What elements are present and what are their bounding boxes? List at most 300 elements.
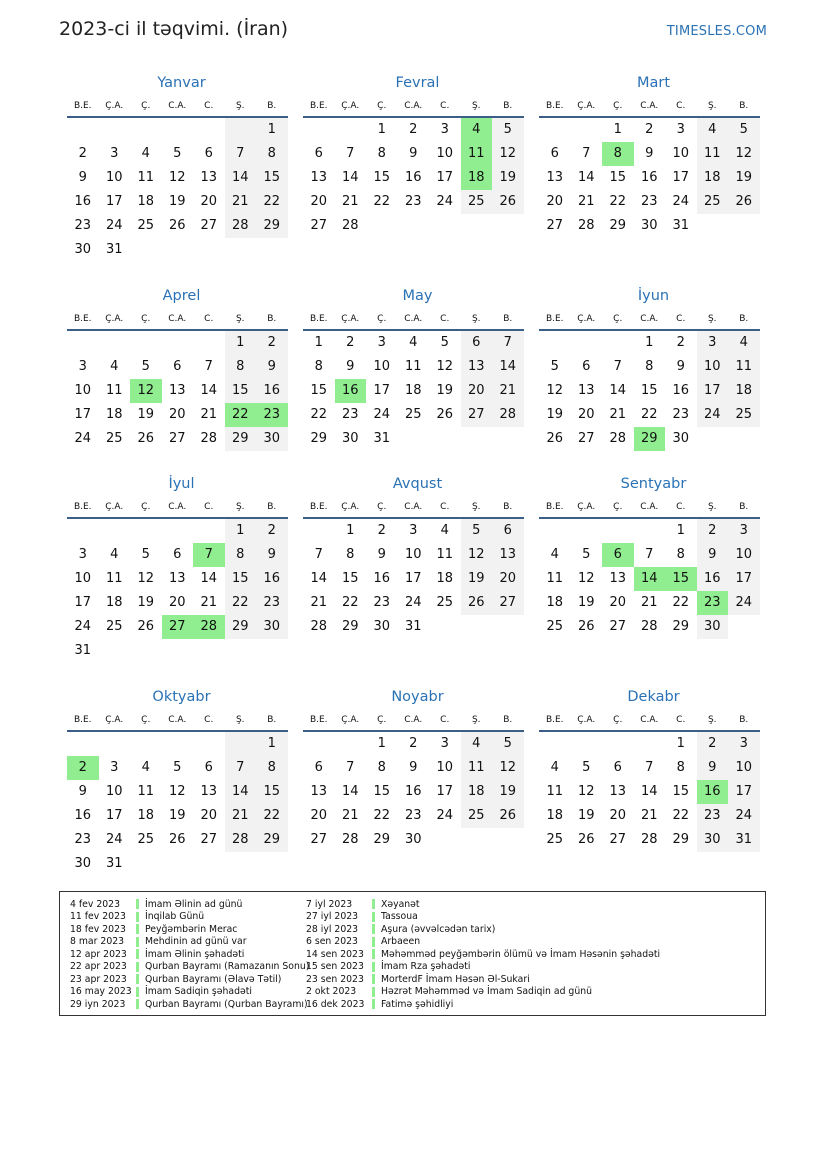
empty-day-cell — [303, 118, 335, 142]
day-cell: 13 — [168, 571, 186, 586]
day-cell: 25 — [105, 619, 123, 634]
day-cell: 18 — [404, 383, 422, 398]
legend-holiday-name: Qurban Bayramı (Qurban Bayramı) — [145, 998, 308, 1010]
day-cell: 28 — [341, 832, 359, 847]
weekday-label: Ç.A. — [341, 715, 360, 725]
day-cell: 28 — [640, 832, 658, 847]
day-cell: 7 — [582, 146, 591, 161]
day-cell: 6 — [492, 519, 524, 543]
day-cell: 30 — [697, 615, 729, 639]
legend-row — [296, 948, 660, 961]
day-cell: 24 — [373, 407, 391, 422]
day-cell: 31 — [105, 856, 123, 871]
weekday-header — [303, 307, 524, 331]
weekday-label: Ç.A. — [577, 314, 596, 324]
day-cell: 22 — [310, 407, 328, 422]
empty-day-cell — [492, 427, 524, 451]
day-cell: 1 — [676, 523, 685, 538]
day-cell: 9 — [256, 355, 288, 379]
holiday-color-swatch — [372, 999, 375, 1009]
week-row — [303, 591, 524, 615]
day-cell: 29 — [310, 431, 328, 446]
day-cell: 8 — [256, 142, 288, 166]
empty-day-cell — [225, 118, 257, 142]
day-cell: 27 — [168, 431, 186, 446]
legend-holiday-name: İmam Rza şəhadəti — [381, 961, 471, 973]
weekday-label: B. — [267, 502, 277, 512]
legend-column-left — [60, 898, 309, 1011]
legend-holiday-name: Məhəmməd peyğəmbərin ölümü və İmam Həsənin şəhadəti — [381, 948, 661, 960]
brand-link[interactable]: TIMESLES.COM — [666, 24, 767, 39]
empty-day-cell — [539, 118, 571, 142]
day-cell: 2 — [676, 335, 685, 350]
weekday-header — [539, 94, 760, 118]
weekday-label: Ş. — [471, 715, 481, 725]
day-cell: 5 — [582, 760, 591, 775]
empty-day-cell — [130, 238, 162, 262]
weekday-label: C.A. — [168, 101, 187, 111]
weekday-label: B.E. — [545, 101, 564, 111]
day-cell: 17 — [373, 383, 391, 398]
day-cell: 25 — [461, 804, 493, 828]
empty-day-cell — [193, 639, 225, 663]
day-cell: 27 — [577, 431, 595, 446]
weekday-label: C. — [676, 715, 686, 725]
weekday-label: Ş. — [707, 101, 717, 111]
empty-day-cell — [193, 519, 225, 543]
day-cell: 25 — [404, 407, 422, 422]
legend-date: 2 okt 2023 — [306, 986, 357, 998]
day-cell: 28 — [225, 214, 257, 238]
legend-row — [296, 936, 660, 949]
day-cell: 28 — [341, 218, 359, 233]
day-cell: 9 — [676, 359, 685, 374]
week-row — [303, 331, 524, 355]
month-name: İyul — [168, 476, 195, 492]
day-cell: 26 — [492, 804, 524, 828]
day-cell: 13 — [546, 170, 564, 185]
day-cell: 23 — [373, 595, 391, 610]
weekday-label: C.A. — [640, 101, 659, 111]
weekday-header — [303, 495, 524, 519]
holiday-day-cell: 23 — [256, 403, 288, 427]
weekday-label: Ç. — [141, 502, 151, 512]
weekday-header — [303, 94, 524, 118]
empty-day-cell — [193, 238, 225, 262]
legend-date: 16 may 2023 — [70, 986, 132, 998]
day-cell: 14 — [341, 170, 359, 185]
weekday-label: B.E. — [309, 101, 328, 111]
day-cell: 20 — [577, 407, 595, 422]
day-cell: 30 — [697, 828, 729, 852]
legend-date: 14 sen 2023 — [306, 948, 364, 960]
day-cell: 26 — [728, 190, 760, 214]
day-cell: 12 — [137, 571, 155, 586]
day-cell: 15 — [640, 383, 658, 398]
day-cell: 3 — [110, 146, 119, 161]
day-cell: 5 — [728, 118, 760, 142]
day-cell: 19 — [436, 383, 454, 398]
day-cell: 4 — [110, 547, 119, 562]
page-title: 2023-ci il təqvimi. (İran) — [59, 18, 289, 40]
holiday-color-swatch — [372, 974, 375, 984]
day-cell: 1 — [377, 736, 386, 751]
day-cell: 22 — [609, 194, 627, 209]
day-cell: 25 — [137, 218, 155, 233]
weekday-label: B. — [739, 314, 749, 324]
weekday-label: Ç. — [613, 314, 623, 324]
weekday-label: C.A. — [640, 314, 659, 324]
empty-day-cell — [461, 427, 493, 451]
day-cell: 9 — [256, 543, 288, 567]
empty-day-cell — [571, 732, 603, 756]
holiday-day-cell: 27 — [162, 615, 194, 639]
weekday-label: B.E. — [73, 101, 92, 111]
holiday-day-cell: 16 — [335, 379, 367, 403]
weekday-label: B. — [267, 314, 277, 324]
weekday-label: C. — [676, 101, 686, 111]
empty-day-cell — [99, 118, 131, 142]
weekday-label: Ş. — [235, 715, 245, 725]
holiday-color-swatch — [136, 937, 139, 947]
legend-row — [60, 961, 309, 974]
empty-day-cell — [697, 214, 729, 238]
empty-day-cell — [728, 214, 760, 238]
empty-day-cell — [225, 639, 257, 663]
day-cell: 1 — [346, 523, 355, 538]
week-row — [539, 427, 760, 451]
weekday-label: C. — [204, 314, 214, 324]
empty-day-cell — [728, 427, 760, 451]
day-cell: 24 — [697, 403, 729, 427]
empty-day-cell — [256, 852, 288, 876]
week-row — [67, 118, 288, 142]
holiday-color-swatch — [136, 912, 139, 922]
day-cell: 19 — [577, 808, 595, 823]
day-cell: 19 — [137, 595, 155, 610]
weekday-label: B.E. — [73, 502, 92, 512]
day-cell: 1 — [225, 331, 257, 355]
empty-day-cell — [99, 331, 131, 355]
empty-day-cell — [539, 519, 571, 543]
legend-date: 22 apr 2023 — [70, 961, 127, 973]
empty-day-cell — [398, 427, 430, 451]
day-cell: 15 — [256, 780, 288, 804]
day-cell: 5 — [141, 359, 150, 374]
weekday-label: C.A. — [404, 101, 423, 111]
weekday-label: B. — [503, 314, 513, 324]
weekday-label: Ç.A. — [577, 502, 596, 512]
day-cell: 21 — [200, 407, 218, 422]
legend-date: 7 iyl 2023 — [306, 898, 353, 910]
day-cell: 5 — [173, 760, 182, 775]
day-cell: 14 — [310, 571, 328, 586]
day-cell: 7 — [645, 547, 654, 562]
month-name: Noyabr — [391, 689, 444, 705]
day-cell: 21 — [225, 190, 257, 214]
day-cell: 20 — [168, 407, 186, 422]
holiday-day-cell: 6 — [602, 543, 634, 567]
legend-row — [60, 948, 309, 961]
week-row — [303, 519, 524, 543]
day-cell: 15 — [310, 383, 328, 398]
day-cell: 2 — [697, 519, 729, 543]
day-cell: 15 — [373, 784, 391, 799]
empty-day-cell — [256, 238, 288, 262]
holiday-day-cell: 29 — [634, 427, 666, 451]
day-cell: 10 — [728, 756, 760, 780]
week-row — [67, 732, 288, 756]
month-may — [303, 285, 524, 451]
day-cell: 6 — [582, 359, 591, 374]
empty-day-cell — [162, 331, 194, 355]
day-cell: 22 — [373, 808, 391, 823]
day-cell: 8 — [314, 359, 323, 374]
holiday-day-cell: 16 — [697, 780, 729, 804]
day-cell: 14 — [200, 383, 218, 398]
holiday-color-swatch — [372, 962, 375, 972]
legend-date: 6 sen 2023 — [306, 936, 358, 948]
day-cell: 6 — [204, 146, 213, 161]
day-cell: 23 — [672, 407, 690, 422]
day-cell: 28 — [310, 619, 328, 634]
legend-row — [60, 923, 309, 936]
day-cell: 10 — [728, 543, 760, 567]
day-cell: 15 — [225, 379, 257, 403]
day-cell: 26 — [436, 407, 454, 422]
day-cell: 2 — [377, 523, 386, 538]
day-cell: 19 — [577, 595, 595, 610]
day-cell: 29 — [256, 214, 288, 238]
day-cell: 9 — [78, 170, 87, 185]
day-cell: 20 — [609, 808, 627, 823]
empty-day-cell — [539, 331, 571, 355]
week-row — [303, 780, 524, 804]
day-cell: 14 — [225, 166, 257, 190]
weekday-label: Ç.A. — [105, 502, 124, 512]
day-cell: 5 — [550, 359, 559, 374]
day-cell: 11 — [697, 142, 729, 166]
day-cell: 22 — [256, 804, 288, 828]
legend-holiday-name: Qurban Bayramı (Əlavə Tətil) — [145, 973, 282, 985]
empty-day-cell — [634, 519, 666, 543]
day-cell: 11 — [137, 784, 155, 799]
legend-date: 29 iyn 2023 — [70, 998, 126, 1010]
day-cell: 8 — [676, 760, 685, 775]
month-name: Aprel — [162, 288, 201, 304]
day-cell: 3 — [78, 547, 87, 562]
day-cell: 27 — [200, 218, 218, 233]
day-cell: 14 — [640, 784, 658, 799]
day-cell: 13 — [168, 383, 186, 398]
day-cell: 30 — [404, 832, 422, 847]
day-cell: 1 — [256, 118, 288, 142]
empty-day-cell — [162, 732, 194, 756]
holiday-color-swatch — [372, 912, 375, 922]
day-cell: 3 — [697, 331, 729, 355]
day-cell: 20 — [168, 595, 186, 610]
week-row — [67, 615, 288, 639]
empty-day-cell — [225, 238, 257, 262]
day-cell: 10 — [672, 146, 690, 161]
day-cell: 12 — [492, 142, 524, 166]
day-cell: 23 — [341, 407, 359, 422]
week-row — [539, 403, 760, 427]
day-cell: 3 — [377, 335, 386, 350]
day-cell: 11 — [105, 383, 123, 398]
day-cell: 27 — [609, 619, 627, 634]
empty-day-cell — [130, 639, 162, 663]
week-row — [303, 567, 524, 591]
day-cell: 18 — [461, 780, 493, 804]
legend-row — [296, 973, 660, 986]
day-cell: 12 — [577, 784, 595, 799]
weekday-label: C.A. — [168, 314, 187, 324]
month-fevral — [303, 72, 524, 238]
day-cell: 23 — [74, 832, 92, 847]
week-row — [539, 118, 760, 142]
day-cell: 6 — [550, 146, 559, 161]
day-cell: 3 — [728, 732, 760, 756]
weekday-label: Ş. — [235, 101, 245, 111]
weekday-label: C. — [204, 101, 214, 111]
week-row — [539, 567, 760, 591]
day-cell: 20 — [492, 567, 524, 591]
weekday-label: C.A. — [168, 502, 187, 512]
empty-day-cell — [193, 331, 225, 355]
month-dekabr — [539, 686, 760, 852]
day-cell: 20 — [200, 808, 218, 823]
day-cell: 27 — [461, 403, 493, 427]
weekday-label: C. — [204, 715, 214, 725]
day-cell: 21 — [225, 804, 257, 828]
day-cell: 26 — [492, 190, 524, 214]
week-row — [67, 756, 288, 780]
empty-day-cell — [193, 118, 225, 142]
empty-day-cell — [492, 615, 524, 639]
empty-day-cell — [130, 519, 162, 543]
weekday-label: B.E. — [545, 314, 564, 324]
weekday-label: B.E. — [309, 314, 328, 324]
day-cell: 22 — [256, 190, 288, 214]
day-cell: 17 — [74, 595, 92, 610]
week-row — [67, 828, 288, 852]
day-cell: 10 — [436, 146, 454, 161]
day-cell: 1 — [256, 732, 288, 756]
day-cell: 7 — [225, 142, 257, 166]
empty-day-cell — [461, 214, 493, 238]
holiday-color-swatch — [136, 949, 139, 959]
weekday-label: B. — [503, 715, 513, 725]
weekday-label: C. — [676, 314, 686, 324]
day-cell: 25 — [546, 832, 564, 847]
day-cell: 3 — [676, 122, 685, 137]
empty-day-cell — [193, 732, 225, 756]
empty-day-cell — [571, 519, 603, 543]
month-name: Dekabr — [627, 689, 680, 705]
day-cell: 23 — [256, 591, 288, 615]
holiday-day-cell: 7 — [193, 543, 225, 567]
holiday-color-swatch — [372, 987, 375, 997]
weekday-label: C. — [440, 314, 450, 324]
day-cell: 4 — [141, 146, 150, 161]
day-cell: 19 — [137, 407, 155, 422]
legend-date: 15 sen 2023 — [306, 961, 364, 973]
day-cell: 17 — [105, 194, 123, 209]
day-cell: 25 — [461, 190, 493, 214]
empty-day-cell — [130, 118, 162, 142]
empty-day-cell — [429, 615, 461, 639]
day-cell: 18 — [105, 595, 123, 610]
day-cell: 30 — [74, 856, 92, 871]
week-row — [67, 142, 288, 166]
weekday-label: Ç.A. — [577, 715, 596, 725]
day-cell: 18 — [105, 407, 123, 422]
day-cell: 2 — [78, 146, 87, 161]
legend-holiday-name: Arbaeen — [381, 936, 421, 948]
weekday-header — [539, 708, 760, 732]
day-cell: 29 — [256, 828, 288, 852]
day-cell: 4 — [728, 331, 760, 355]
day-cell: 20 — [200, 194, 218, 209]
day-cell: 8 — [377, 146, 386, 161]
weekday-label: B.E. — [73, 314, 92, 324]
empty-day-cell — [429, 427, 461, 451]
day-cell: 28 — [577, 218, 595, 233]
month-i̇yun — [539, 285, 760, 451]
day-cell: 7 — [204, 359, 213, 374]
day-cell: 9 — [377, 547, 386, 562]
empty-day-cell — [99, 732, 131, 756]
legend-date: 23 apr 2023 — [70, 973, 127, 985]
day-cell: 13 — [200, 784, 218, 799]
day-cell: 21 — [492, 379, 524, 403]
day-cell: 5 — [492, 118, 524, 142]
day-cell: 6 — [173, 359, 182, 374]
day-cell: 17 — [105, 808, 123, 823]
day-cell: 22 — [672, 595, 690, 610]
weekday-label: Ç. — [613, 101, 623, 111]
day-cell: 6 — [173, 547, 182, 562]
holiday-day-cell: 28 — [193, 615, 225, 639]
day-cell: 4 — [697, 118, 729, 142]
day-cell: 10 — [105, 784, 123, 799]
day-cell: 1 — [645, 335, 654, 350]
day-cell: 10 — [105, 170, 123, 185]
holiday-color-swatch — [136, 974, 139, 984]
day-cell: 10 — [697, 355, 729, 379]
day-cell: 25 — [105, 431, 123, 446]
day-cell: 12 — [546, 383, 564, 398]
day-cell: 8 — [225, 355, 257, 379]
day-cell: 23 — [404, 808, 422, 823]
day-cell: 8 — [377, 760, 386, 775]
empty-day-cell — [602, 732, 634, 756]
day-cell: 9 — [409, 146, 418, 161]
day-cell: 30 — [74, 242, 92, 257]
empty-day-cell — [130, 331, 162, 355]
weekday-label: B. — [739, 101, 749, 111]
legend-date: 18 fev 2023 — [70, 923, 126, 935]
weekday-label: Ç.A. — [341, 314, 360, 324]
day-cell: 13 — [310, 784, 328, 799]
day-cell: 9 — [697, 756, 729, 780]
weekday-label: C.A. — [404, 715, 423, 725]
holiday-color-swatch — [136, 999, 139, 1009]
day-cell: 17 — [74, 407, 92, 422]
holiday-day-cell: 4 — [461, 118, 493, 142]
weekday-label: B.E. — [545, 715, 564, 725]
